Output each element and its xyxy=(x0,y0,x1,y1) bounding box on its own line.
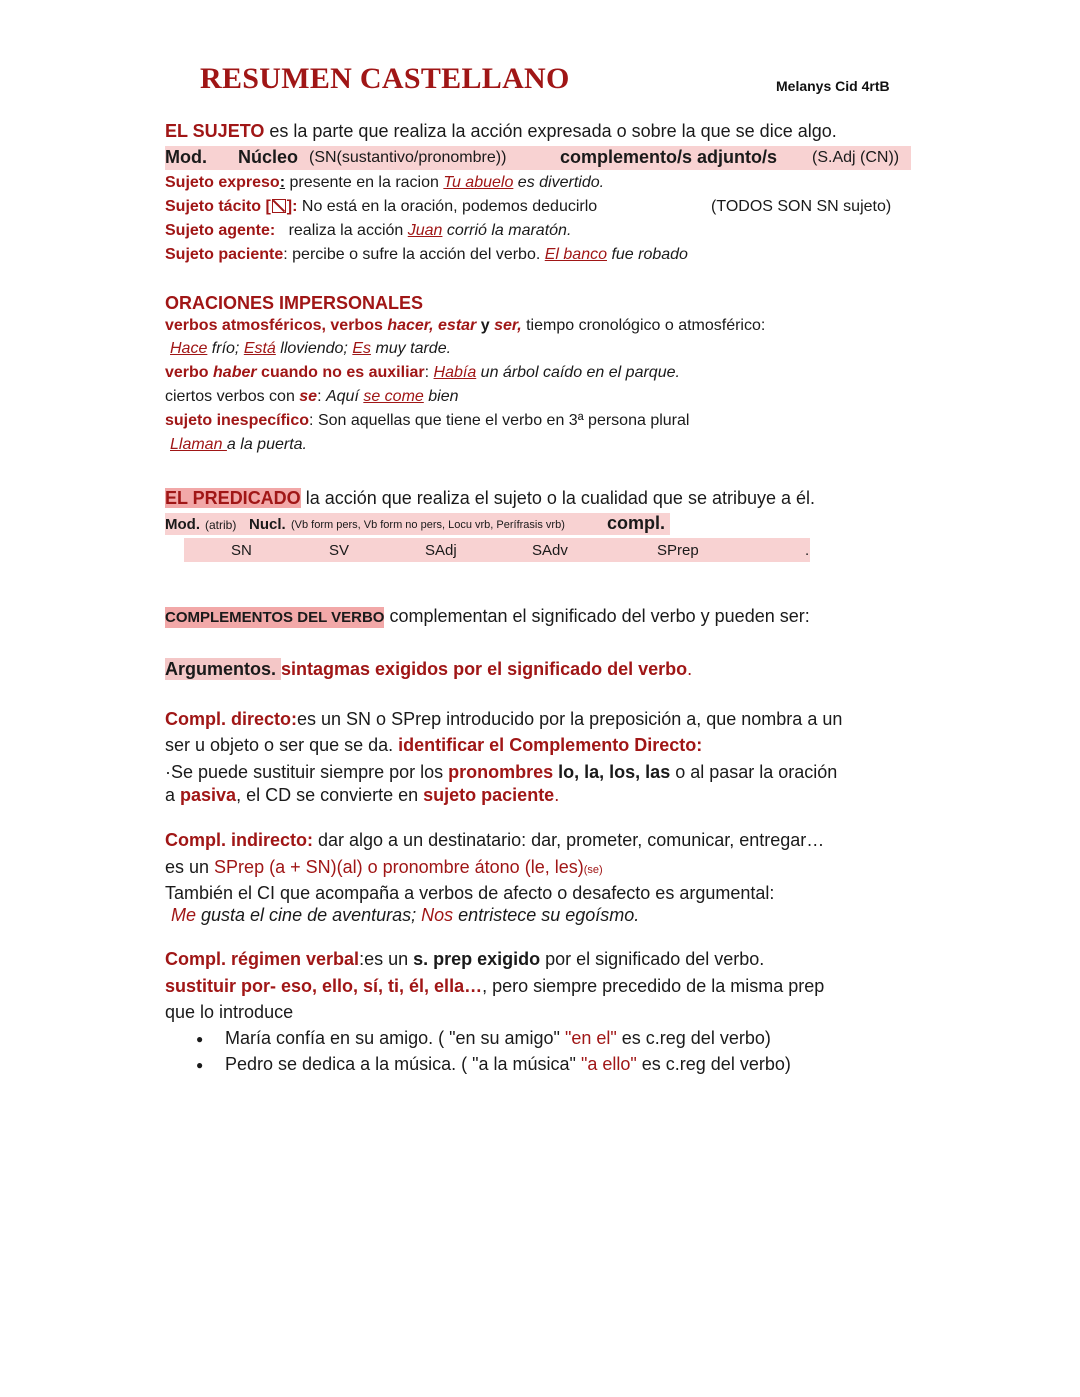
complementos-heading: COMPLEMENTOS DEL VERBO xyxy=(165,609,385,626)
impersonales-line-1: verbos atmosféricos, verbos hacer, estar y ser, tiempo cronológico o atmosférico: xyxy=(165,317,766,334)
phrase-dot: . xyxy=(805,542,810,559)
crv-label: Compl. régimen verbal xyxy=(165,949,360,969)
ci-examples: Me gusta el cine de aventuras; Nos entristece su egoísmo. xyxy=(171,905,640,925)
cd-line-3: ·Se puede sustituir siempre por los pronombres lo, la, los, las o al pasar la oración xyxy=(165,762,838,782)
sujeto-tacito: Sujeto tácito [ ]: No está en la oración, podemos deducirlo xyxy=(165,198,598,215)
sujeto-agente: Sujeto agente: realiza la acción Juan corrió la maratón. xyxy=(165,222,572,239)
impersonales-line-3: verbo haber cuando no es auxiliar: Había un árbol caído en el parque. xyxy=(165,364,680,381)
predicado-definition: EL PREDICADO la acción que realiza el sujeto o la cualidad que se atribuye a él. xyxy=(165,488,816,508)
sujeto-note: (TODOS SON SN sujeto) xyxy=(711,198,892,215)
cd-line-1: Compl. directo:es un SN o SPrep introducido por la preposición a, que nombra a un xyxy=(165,709,843,729)
sujeto-paciente: Sujeto paciente: percibe o sufre la acción del verbo. El banco fue robado xyxy=(165,246,688,263)
cd-line-2: ser u objeto o ser que se da. identificar el Complemento Directo: xyxy=(165,735,703,755)
ci-line-2: es un SPrep (a + SN)(al) o pronombre átono (le, les)(se) xyxy=(165,857,603,877)
ci-line-3: También el CI que acompaña a verbos de afecto o desafecto es argumental: xyxy=(165,883,775,903)
bullet-icon: ● xyxy=(196,1032,204,1046)
ci-label: Compl. indirecto: xyxy=(165,830,313,850)
author-name: Melanys Cid 4rtB xyxy=(776,78,890,94)
sujeto-heading: EL SUJETO xyxy=(165,121,265,141)
phrase-sv: SV xyxy=(329,542,350,559)
sujeto-structure: Mod. Núcleo (SN(sustantivo/pronombre)) complemento/s adjunto/s (S.Adj (CN)) xyxy=(165,146,911,170)
sujeto-expreso: Sujeto expreso: presente en la racion Tu abuelo es divertido. xyxy=(165,174,605,191)
crv-line-3: que lo introduce xyxy=(165,1002,294,1022)
impersonales-line-2: Hace frío; Está lloviendo; Es muy tarde. xyxy=(170,340,452,357)
ci-line-1: Compl. indirecto: dar algo a un destinatario: dar, prometer, comunicar, entregar… xyxy=(165,830,825,850)
impersonales-line-5: sujeto inespecífico: Son aquellas que tiene el verbo en 3ª persona plural xyxy=(165,412,690,429)
impersonales-line-4: ciertos verbos con se: Aquí se come bien xyxy=(165,388,459,405)
page-title: RESUMEN CASTELLANO xyxy=(200,62,570,95)
list-item: Pedro se dedica a la música. ( "a la música" "a ello" es c.reg del verbo) xyxy=(225,1054,791,1074)
phrase-sn: SN xyxy=(231,542,252,559)
example-el-banco: El banco xyxy=(544,246,607,263)
cd-label: Compl. directo: xyxy=(165,709,298,729)
example-juan: Juan xyxy=(407,222,443,239)
sujeto-definition: EL SUJETO es la parte que realiza la acción expresada o sobre la que se dice algo. xyxy=(165,121,837,141)
cd-line-4: a pasiva, el CD se convierte en sujeto paciente. xyxy=(165,785,560,805)
predicado-phrases-row xyxy=(184,538,810,562)
predicado-heading: EL PREDICADO xyxy=(165,488,301,508)
no-symbol-icon xyxy=(272,199,286,213)
impersonales-heading: ORACIONES IMPERSONALES xyxy=(165,293,424,313)
crv-line-2: sustituir por- eso, ello, sí, ti, él, ella…, pero siempre precedido de la misma prep xyxy=(165,976,825,996)
crv-line-1: Compl. régimen verbal:es un s. prep exigido por el significado del verbo. xyxy=(165,949,765,969)
example-tu-abuelo: Tu abuelo xyxy=(443,174,514,191)
phrase-sadj: SAdj xyxy=(425,542,457,559)
phrase-sprep: SPrep xyxy=(657,542,699,559)
impersonales-line-6: Llaman a la puerta. xyxy=(170,436,307,453)
argumentos: Argumentos. sintagmas exigidos por el significado del verbo. xyxy=(165,659,693,679)
predicado-structure: Mod. (atrib) Nucl. (Vb form pers, Vb form no pers, Locu vrb, Perífrasis vrb) compl. xyxy=(165,513,670,535)
bullet-icon: ● xyxy=(196,1058,204,1072)
list-item: María confía en su amigo. ( "en su amigo" "en el" es c.reg del verbo) xyxy=(225,1028,771,1048)
complementos-definition: COMPLEMENTOS DEL VERBO complementan el significado del verbo y pueden ser: xyxy=(165,606,810,626)
phrase-sadv: SAdv xyxy=(532,542,568,559)
